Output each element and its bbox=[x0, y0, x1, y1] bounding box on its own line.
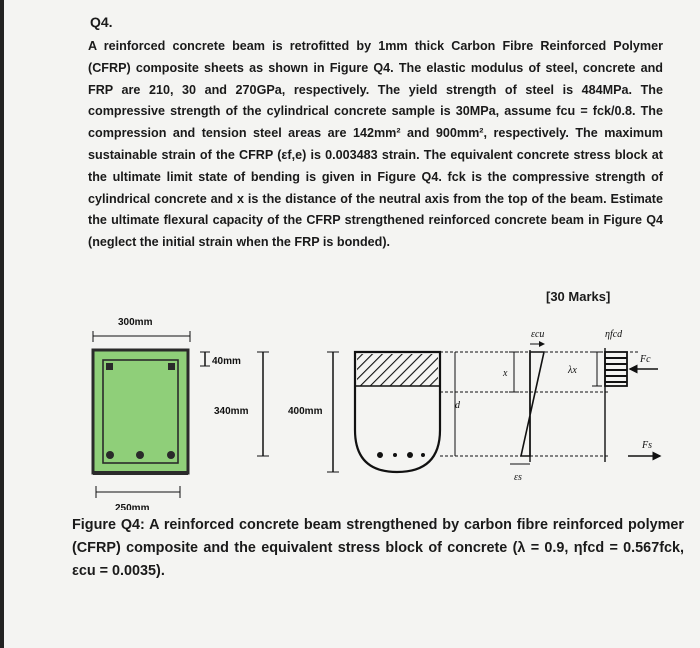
tension-bar-elev bbox=[377, 452, 383, 458]
label-eps-cu: εcu bbox=[531, 329, 545, 340]
tension-bar-elev bbox=[421, 453, 425, 457]
label-x: x bbox=[503, 368, 508, 379]
tension-bar-elev bbox=[393, 453, 397, 457]
question-number: Q4. bbox=[90, 14, 113, 30]
label-eps-s: εs bbox=[514, 472, 522, 483]
figure-caption: Figure Q4: A reinforced concrete beam strengthened by carbon fibre reinforced polymer (CFRP) composite and the equivalent stress block of concrete (λ = 0.9, ηfcd = 0.567fck, εcu = 0.0035). bbox=[72, 517, 684, 579]
cfrp-sheet bbox=[93, 471, 188, 475]
tension-bar bbox=[167, 451, 175, 459]
dim-total-depth: 400mm bbox=[288, 406, 323, 417]
tension-bar bbox=[106, 451, 114, 459]
figure-q4-diagram bbox=[0, 300, 700, 510]
compression-bar bbox=[168, 363, 175, 370]
label-Fc: Fc bbox=[640, 354, 651, 365]
label-d: d bbox=[455, 400, 460, 411]
dim-width-bottom: 250mm bbox=[115, 503, 150, 510]
dim-cover: 40mm bbox=[212, 356, 241, 367]
dim-width-top: 300mm bbox=[118, 317, 153, 328]
tension-bar-elev bbox=[407, 452, 413, 458]
compression-bar bbox=[106, 363, 113, 370]
strain-diagram bbox=[521, 352, 544, 456]
marks-label: [30 Marks] bbox=[546, 289, 611, 304]
dim-effective-depth: 340mm bbox=[214, 406, 249, 417]
label-lambda-x: λx bbox=[568, 365, 577, 376]
tension-bar bbox=[136, 451, 144, 459]
label-Fs: Fs bbox=[642, 440, 652, 451]
label-eta-fcd: ηfcd bbox=[605, 329, 623, 340]
question-text: A reinforced concrete beam is retrofitted by 1mm thick Carbon Fibre Reinforced Polymer (CFRP) composite sheets as shown in Figure Q4. The elastic modulus of steel, concrete and FRP are 210, 30 and 270GPa, respectively. The yield strength of steel is 484MPa. The compressive strength of the cylindrical concrete sample is 30MPa, assume fcu = fck/0.8. The compression and tension steel areas are 142mm² and 900mm², respectively. The maximum sustainable strain of the CFRP (εf,e) is 0.003483 strain. The equivalent concrete stress block at the ultimate limit state of bending is given in Figure Q4. fck is the compressive strength of cylindrical concrete and x is the distance of the neutral axis from the top of the beam. Estimate the ultimate flexural capacity of the CFRP strengthened reinforced concrete beam in Figure Q4 (neglect the initial strain when the FRP is bonded). bbox=[88, 39, 663, 250]
compression-zone-hatch bbox=[357, 354, 438, 386]
